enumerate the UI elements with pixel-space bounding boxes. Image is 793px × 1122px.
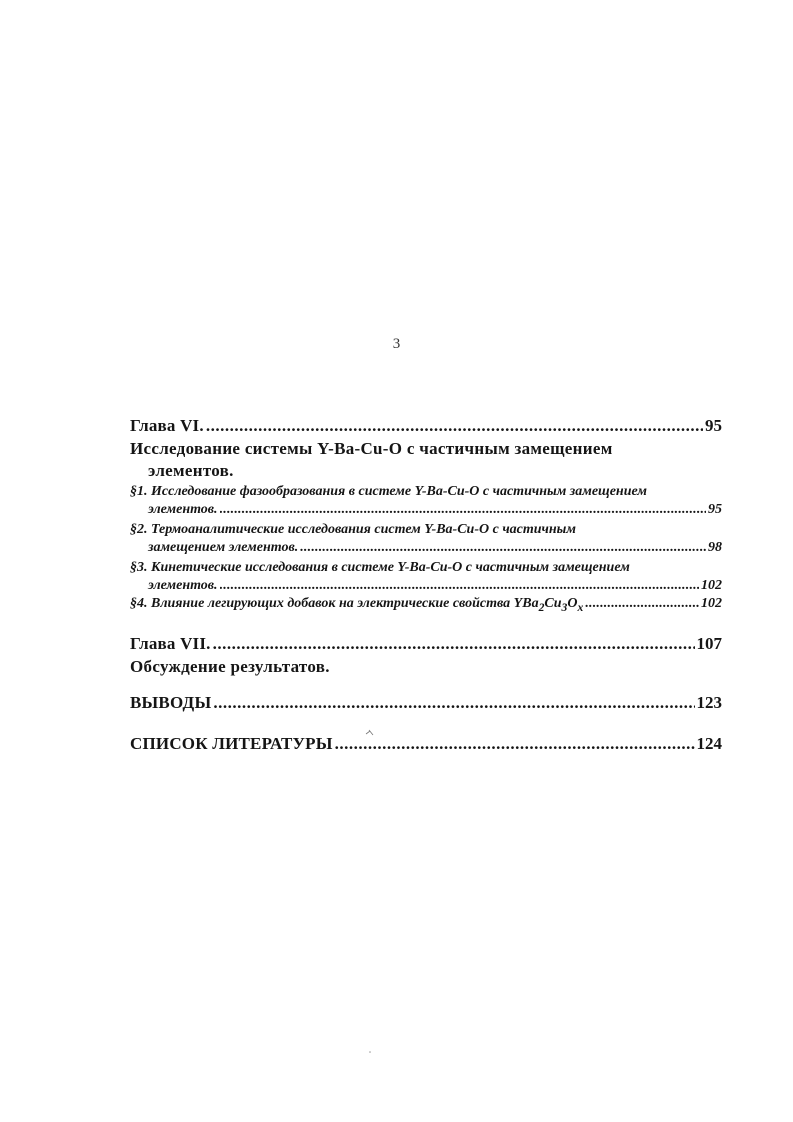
dot-leader [300,540,706,556]
chapter-6-page: 95 [705,416,722,435]
formula-cu: Cu [544,596,562,611]
section-3-page: 102 [701,578,722,593]
toc-section-4[interactable] [130,596,722,614]
references-label: СПИСОК ЛИТЕРАТУРЫ [130,734,333,753]
section-4-title-text: §4. Влияние легирующих добавок на электрические свойства YBa [130,596,539,611]
formula-subscript: x [577,600,584,614]
dot-leader [335,734,695,754]
references-page: 124 [696,734,722,753]
chapter-6-title-line1: Исследование системы Y-Ba-Cu-O с частичным замещением [130,439,613,458]
section-2-title: §2. Термоаналитические исследования систем Y-Ba-Cu-O с частичным [130,522,576,537]
toc-chapter-7[interactable] [130,634,722,656]
section-1-page: 95 [708,502,722,517]
dot-leader [213,634,695,654]
dot-leader [220,578,699,594]
section-1-title: §1. Исследование фазообразования в системе Y-Ba-Cu-O с частичным замещением [130,484,647,499]
dot-leader [585,596,699,612]
toc-section-3[interactable] [130,578,722,596]
toc-section-2[interactable] [130,540,722,558]
chapter-7-label: Глава VII. [130,634,211,653]
page-number: 3 [392,336,401,352]
section-3-title-end: элементов. [148,578,218,593]
conclusions-page: 123 [696,693,722,712]
scan-speck [365,728,375,738]
conclusions-label: ВЫВОДЫ [130,693,212,712]
dot-leader [213,693,694,713]
dot-leader [206,416,703,436]
section-1-title-end: элементов. [148,502,218,517]
dot-leader [220,502,706,518]
formula-subscript: 3 [561,600,568,614]
formula-o: O [567,596,578,611]
chapter-7-title: Обсуждение результатов. [130,657,330,676]
toc-conclusions[interactable] [130,693,722,715]
chapter-7-page: 107 [696,634,722,653]
section-2-title-end: замещением элементов. [148,540,299,555]
toc-chapter-6[interactable] [130,416,722,438]
scan-speck [368,1050,372,1054]
section-4-title [130,596,583,614]
chapter-6-label: Глава VI. [130,416,204,435]
section-4-page: 102 [701,596,722,611]
chapter-6-title-line2: элементов. [148,461,234,480]
section-2-page: 98 [708,540,722,555]
toc-section-1[interactable] [130,502,722,520]
formula-subscript: 2 [538,600,545,614]
section-3-title: §3. Кинетические исследования в системе Y-Ba-Cu-O с частичным замещением [130,560,630,575]
table-of-contents [130,416,722,756]
toc-references[interactable] [130,734,722,756]
